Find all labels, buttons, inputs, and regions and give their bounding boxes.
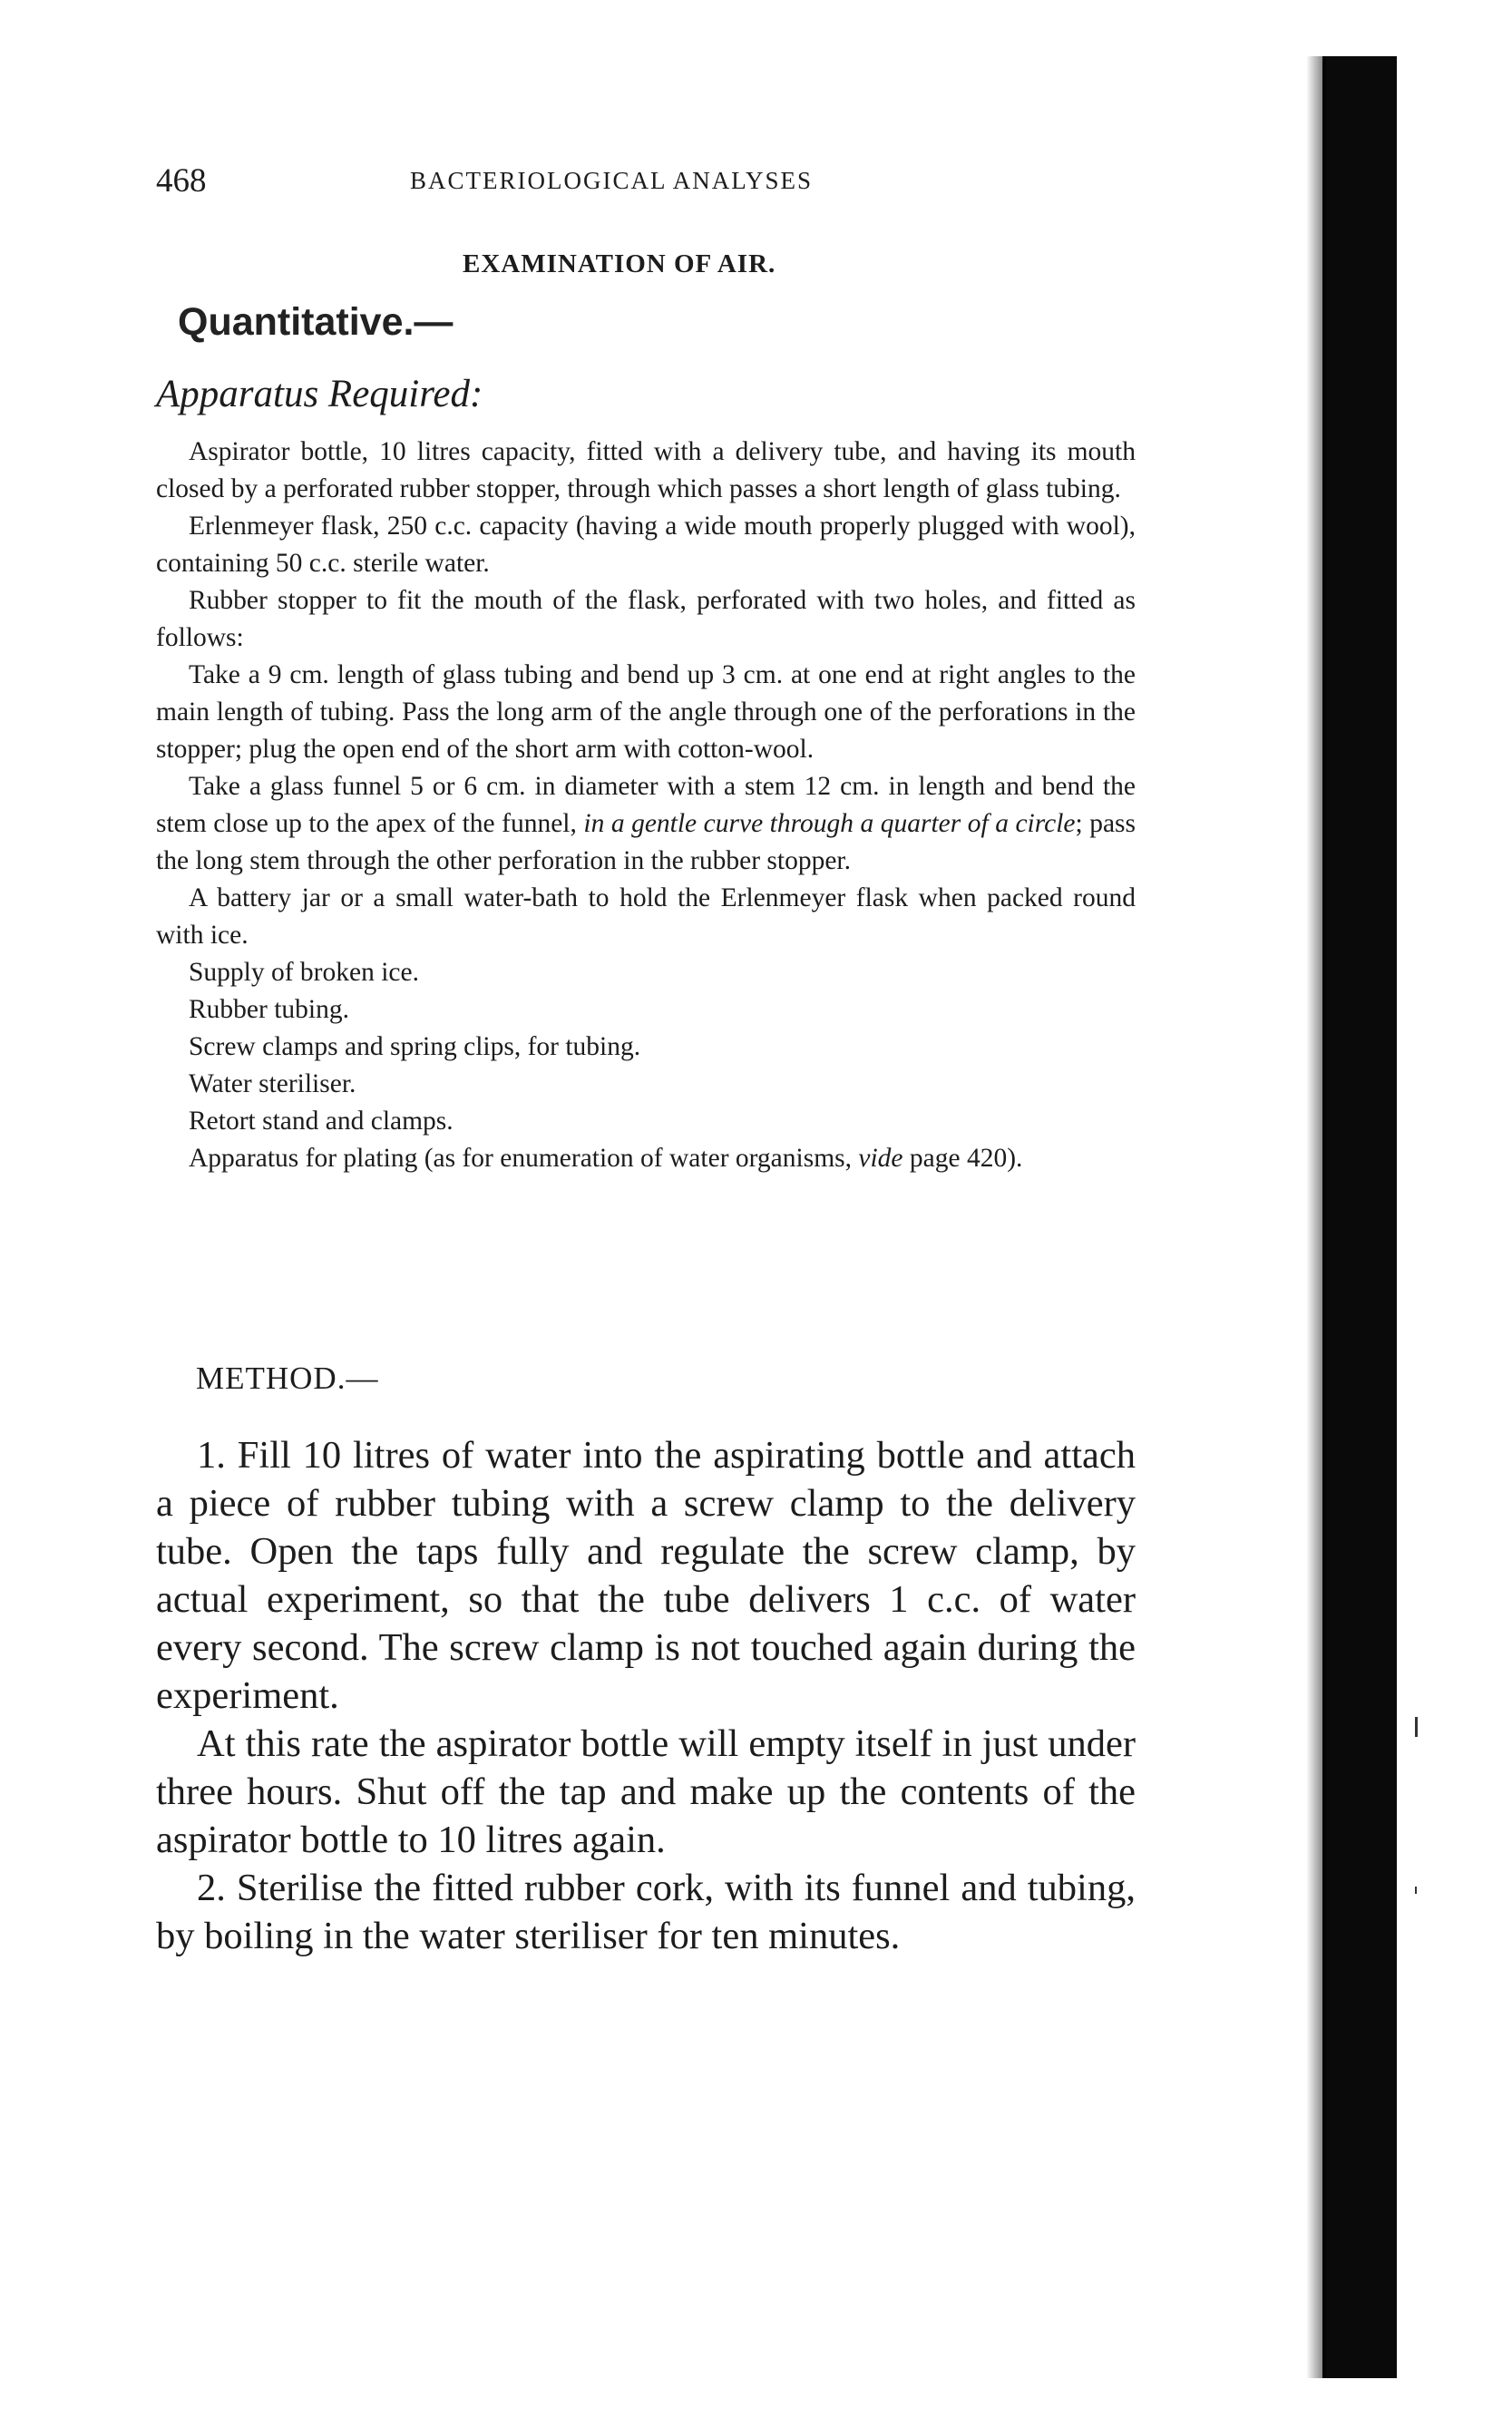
- scanned-page-edge: [1322, 56, 1397, 2378]
- apparatus-stopper: Rubber stopper to fit the mouth of the flask, perforated with two holes, and fitted as follows:: [156, 586, 1136, 652]
- funnel-text-b: ; pass the long stem through the other perforation in the rubber stopper.: [156, 809, 1136, 875]
- apparatus-rubber-tubing: Rubber tubing.: [189, 995, 349, 1024]
- apparatus-tubing-step: Take a 9 cm. length of glass tubing and bend up 3 cm. at one end at right angles to the main length of tubing. Pass the long arm of the angle through one of the perforations in the stopper; plug the open end of the short arm with cotton-wool.: [156, 660, 1136, 764]
- apparatus-plating: [156, 1140, 1136, 1177]
- apparatus-flask: Erlenmeyer flask, 250 c.c. capacity (having a wide mouth properly plugged with wool), containing 50 c.c. sterile water.: [156, 512, 1136, 578]
- method-step-1: 1. Fill 10 litres of water into the aspirating bottle and attach a piece of rubber tubing with a screw clamp to the delivery tube. Open the taps fully and regulate the screw clamp, by actual experiment, so that the tube delivers 1 c.c. of water every second. The screw clamp is not touched again during the experiment.: [156, 1434, 1136, 1717]
- apparatus-battery-jar: A battery jar or a small water-bath to hold the Erlenmeyer flask when packed round with ice.: [156, 883, 1136, 950]
- apparatus-aspirator: Aspirator bottle, 10 litres capacity, fitted with a delivery tube, and having its mouth closed by a perforated rubber stopper, through which passes a short length of glass tubing.: [156, 437, 1136, 503]
- apparatus-list: [156, 434, 1136, 1177]
- scan-speck: [1415, 1887, 1417, 1894]
- apparatus-ice: Supply of broken ice.: [189, 958, 419, 987]
- apparatus-clamps: Screw clamps and spring clips, for tubing.: [189, 1032, 641, 1061]
- page-header: [0, 161, 1512, 207]
- method-step-2: 2. Sterilise the fitted rubber cork, with its funnel and tubing, by boiling in the water steriliser for ten minutes.: [156, 1867, 1136, 1957]
- plating-vide: vide: [858, 1144, 903, 1173]
- method-heading: METHOD.—: [196, 1361, 379, 1396]
- scan-speck: [1415, 1717, 1418, 1737]
- funnel-text-italic: in a gentle curve through a quarter of a circle: [583, 809, 1076, 838]
- running-head: BACTERIOLOGICAL ANALYSES: [410, 167, 814, 194]
- apparatus-funnel: [156, 768, 1136, 880]
- heading-apparatus-required: Apparatus Required:: [156, 373, 483, 415]
- plating-text-b: page 420).: [902, 1144, 1023, 1173]
- heading-quantitative: Quantitative.—: [178, 300, 454, 344]
- method-rate-note: At this rate the aspirator bottle will empty itself in just under three hours. Shut off the tap and make up the contents of the aspirator bottle to 10 litres again.: [156, 1722, 1136, 1861]
- plating-text-a: Apparatus for plating (as for enumeration of water organisms,: [189, 1144, 859, 1173]
- method-body: [156, 1431, 1136, 1960]
- page-number: 468: [156, 162, 207, 200]
- section-title: EXAMINATION OF AIR.: [463, 249, 776, 278]
- apparatus-retort: Retort stand and clamps.: [189, 1107, 454, 1136]
- apparatus-steriliser: Water steriliser.: [189, 1069, 356, 1098]
- funnel-text-a: Take a glass funnel 5 or 6 cm. in diameter with a stem 12 cm. in length and bend the stem close up to the apex of the funnel,: [156, 772, 1136, 838]
